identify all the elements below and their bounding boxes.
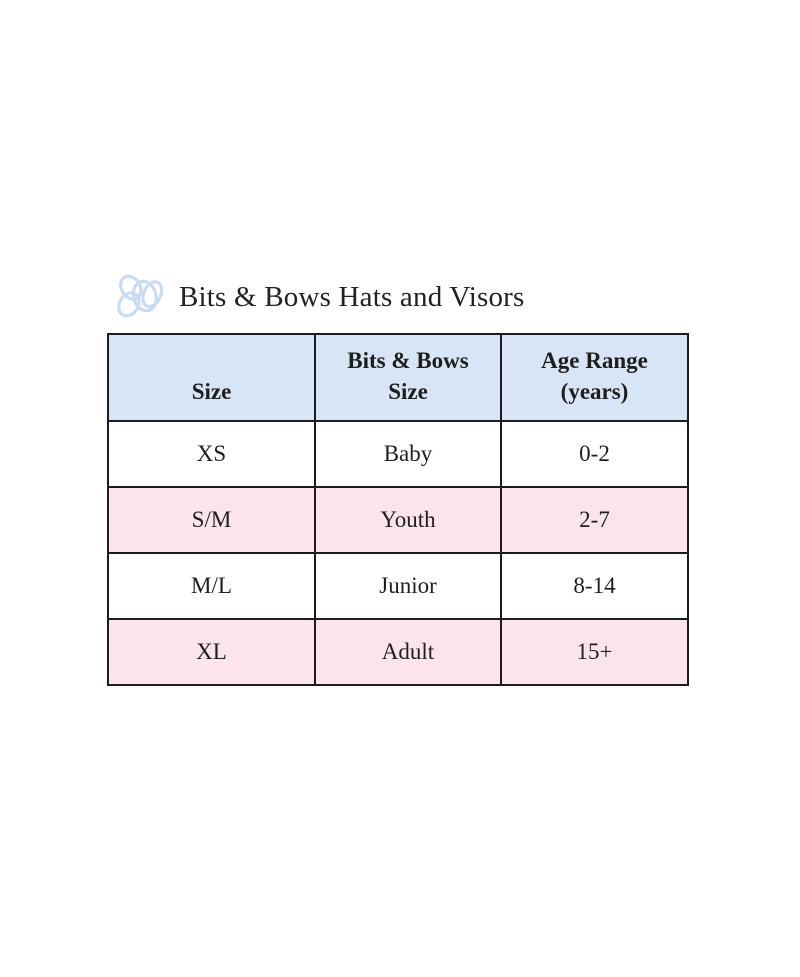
size-chart-table [107,333,689,686]
page-title: Bits & Bows Hats and Visors [179,280,525,313]
cell-bits-bows-size: Baby [315,421,501,487]
header-row [108,334,688,421]
interlocked-bows-monogram-icon [115,272,169,322]
title-row [115,272,525,322]
cell-age-range: 8-14 [501,553,688,619]
column-header-size: Size [108,334,315,421]
cell-bits-bows-size: Youth [315,487,501,553]
table-row [108,421,688,487]
table-row [108,619,688,685]
cell-age-range: 0-2 [501,421,688,487]
column-header-age-range: Age Range (years) [501,334,688,421]
cell-age-range: 2-7 [501,487,688,553]
cell-size: XL [108,619,315,685]
cell-size: XS [108,421,315,487]
table-row [108,487,688,553]
cell-size: S/M [108,487,315,553]
cell-size: M/L [108,553,315,619]
cell-age-range: 15+ [501,619,688,685]
column-header-bits-bows-size: Bits & Bows Size [315,334,501,421]
table-row [108,553,688,619]
cell-bits-bows-size: Adult [315,619,501,685]
cell-bits-bows-size: Junior [315,553,501,619]
